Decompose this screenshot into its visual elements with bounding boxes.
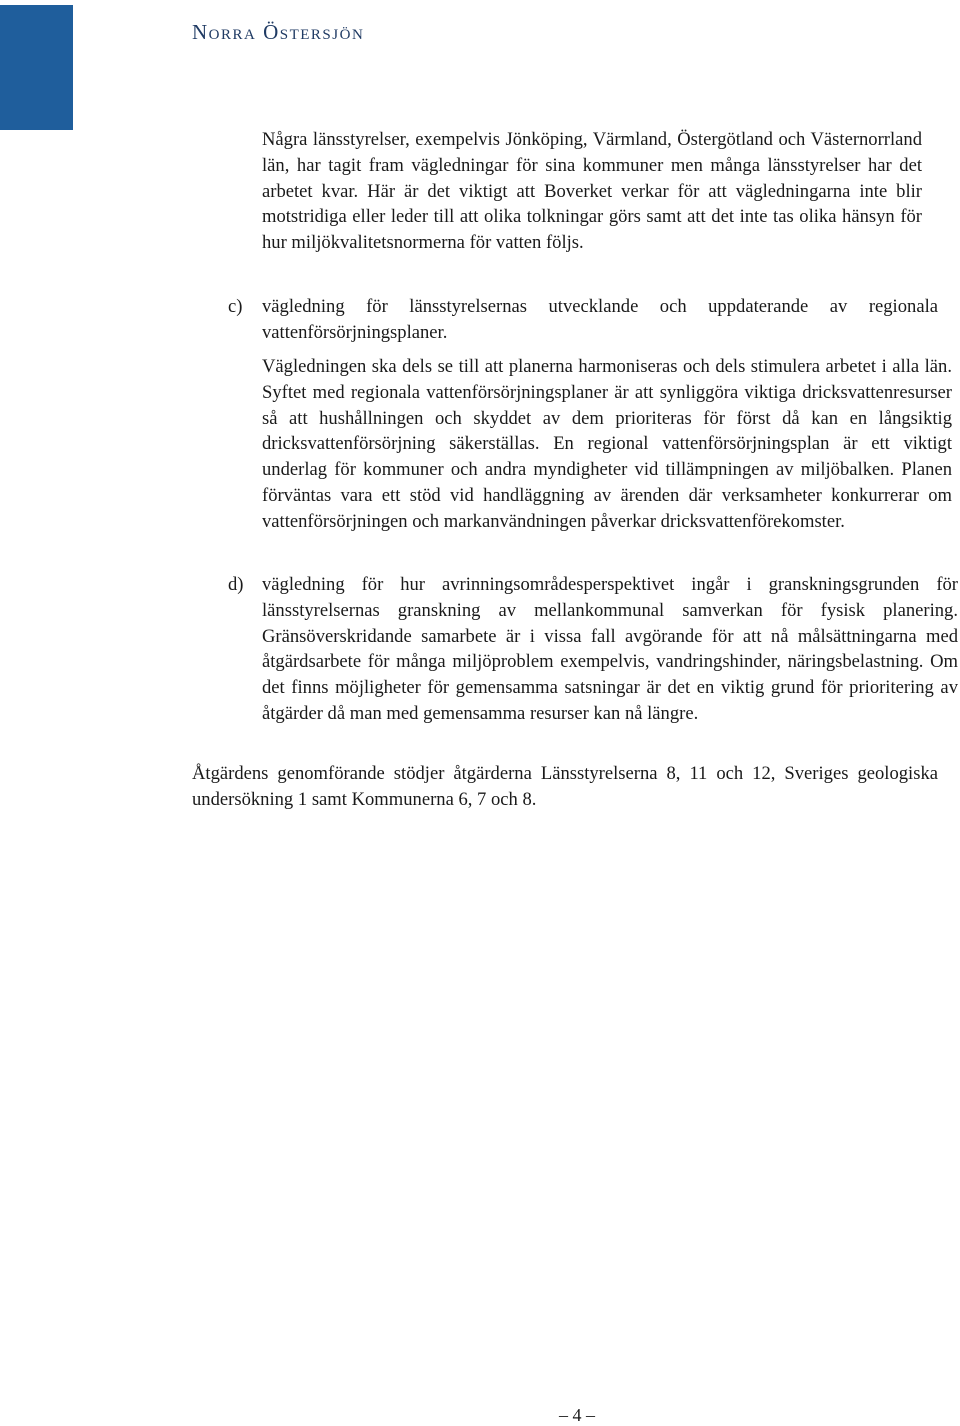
list-item-label-d: d) bbox=[228, 574, 244, 595]
list-item-label-c: c) bbox=[228, 296, 243, 317]
intro-paragraph: Några länsstyrelser, exempelvis Jönköping, Värmland, Östergötland och Västernorrland län, har tagit fram vägledningar för sina kommuner men många länsstyrelser har det arbetet kvar. Här är det viktigt att Boverket verkar för att vägledningarna inte blir motstridiga eller leder till att olika tolkningar görs samt att det inte tas olika hänsyn för hur miljökvalitetsnormerna för vatten följs. bbox=[262, 129, 922, 254]
list-item-c-heading: vägledning för länsstyrelsernas utvecklande och uppdaterande av regionala vattenförsörjningsplaner. bbox=[262, 296, 938, 343]
closing-paragraph: Åtgärdens genomförande stödjer åtgärderna Länsstyrelserna 8, 11 och 12, Sveriges geologiska undersökning 1 samt Kommunerna 6, 7 och 8. bbox=[192, 763, 938, 810]
section-color-tab bbox=[0, 5, 73, 130]
list-item-c-text: Vägledningen ska dels se till att planerna harmoniseras och dels stimulera arbetet i alla län. Syftet med regionala vattenförsörjningsplaner är att synliggöra viktiga dricksvattenresurser så att hushållningen och skyddet av dem prioriteras för först då kan en långsiktig dricksvattenförsörjning säkerställas. En regional vattenförsörjningsplan är ett viktigt underlag för kommuner och andra myndigheter vid tillämpningen av miljöbalken. Planen förväntas vara ett stöd vid handläggning av ärenden där verksamheter konkurrerar om vattenförsörjningen och markanvändningen påverkar dricksvattenförekomster. bbox=[262, 356, 952, 532]
running-head: Norra Östersjön bbox=[192, 20, 365, 44]
page-number: – 4 – bbox=[559, 1405, 595, 1425]
list-item-d-text: vägledning för hur avrinningsområdesperspektivet ingår i granskningsgrunden för länsstyrelsernas granskning av mellankommunal samverkan för fysisk planering. Gränsöverskridande samarbete är i vissa fall avgörande för att nå målsättningarna med åtgärdsarbete för många miljöproblem exempelvis, vandringshinder, näringsbelastning. Om det finns möjligheter för gemensamma satsningar är det en viktig grund för prioritering av åtgärder då man med gemensamma resurser kan nå längre. bbox=[262, 574, 958, 724]
